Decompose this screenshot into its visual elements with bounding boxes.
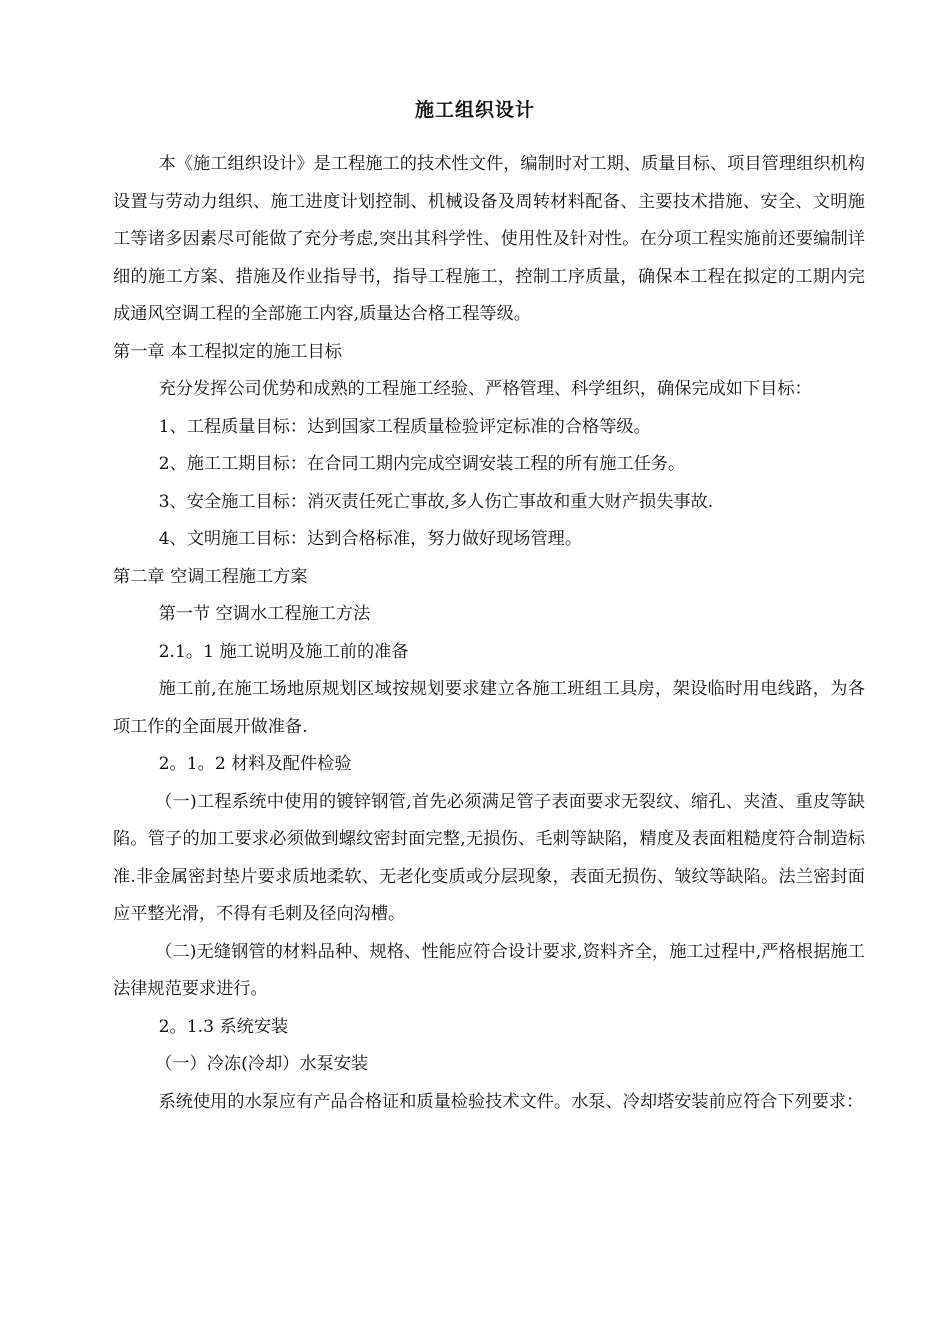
subsection-2-1-1-heading: 2.1。1 施工说明及施工前的准备: [158, 641, 409, 662]
section-1-heading: 第一节 空调水工程施工方法: [158, 604, 371, 624]
goal-item-2: 2、施工工期目标：在合同工期内完成空调安装工程的所有施工任务。: [158, 454, 686, 474]
pump-install-heading: （一）冷冻(冷却）水泵安装: [155, 1054, 369, 1074]
goal-item-3: 3、安全施工目标：消灭责任死亡事故,多人伤亡事故和重大财产损失事故.: [158, 491, 714, 512]
goal-item-1: 1、工程质量目标：达到国家工程质量检验评定标准的合格等级。: [158, 416, 651, 437]
subsection-2-1-1-paragraph: 施工前,在施工场地原规划区域按规划要求建立各施工班组工具房，架设临时用电线路，为各项工作的全面展开做准备.: [113, 679, 865, 737]
goal-item-4: 4、文明施工目标：达到合格标准，努力做好现场管理。: [158, 529, 583, 549]
document-body: [113, 146, 865, 1121]
pump-install-paragraph: 系统使用的水泵应有产品合格证和质量检验技术文件。水泵、冷却塔安装前应符合下列要求：: [158, 1091, 864, 1112]
intro-paragraph: 本《施工组织设计》是工程施工的技术性文件，编制时对工期、质量目标、项目管理组织机构设置与劳动力组织、施工进度计划控制、机械设备及周转材料配备、主要技术措施、安全、文明施工等诸多因素尽可能做了充分考虑,突出其科学性、使用性及针对性。在分项工程实施前还要编制详细的施工方案、措施及作业指导书，指导工程施工，控制工序质量，确保本工程在拟定的工期内完成通风空调工程的全部施工内容,质量达合格工程等级。: [113, 154, 865, 324]
material-check-item-1: （一)工程系统中使用的镀锌钢管,首先必须满足管子表面要求无裂纹、缩孔、夹渣、重皮等缺陷。管子的加工要求必须做到螺纹密封面完整,无损伤、毛刺等缺陷，精度及表面粗糙度符合制造标准.非金属密封垫片要求质地柔软、无老化变质或分层现象，表面无损伤、皱纹等缺陷。法兰密封面应平整光滑，不得有毛刺及径向沟槽。: [113, 791, 865, 924]
material-check-item-2: （二)无缝钢管的材料品种、规格、性能应符合设计要求,资料齐全，施工过程中,严格根据施工法律规范要求进行。: [113, 941, 865, 999]
chapter-2-heading: 第二章 空调工程施工方案: [113, 566, 308, 587]
subsection-2-1-3-heading: 2。1.3 系统安装: [158, 1016, 289, 1037]
document-title: 施工组织设计: [414, 99, 535, 121]
subsection-2-1-2-heading: 2。1。2 材料及配件检验: [158, 754, 352, 774]
chapter-1-paragraph: 充分发挥公司优势和成熟的工程施工经验、严格管理、科学组织，确保完成如下目标：: [158, 379, 812, 399]
chapter-1-heading: 第一章 本工程拟定的施工目标: [113, 341, 342, 362]
